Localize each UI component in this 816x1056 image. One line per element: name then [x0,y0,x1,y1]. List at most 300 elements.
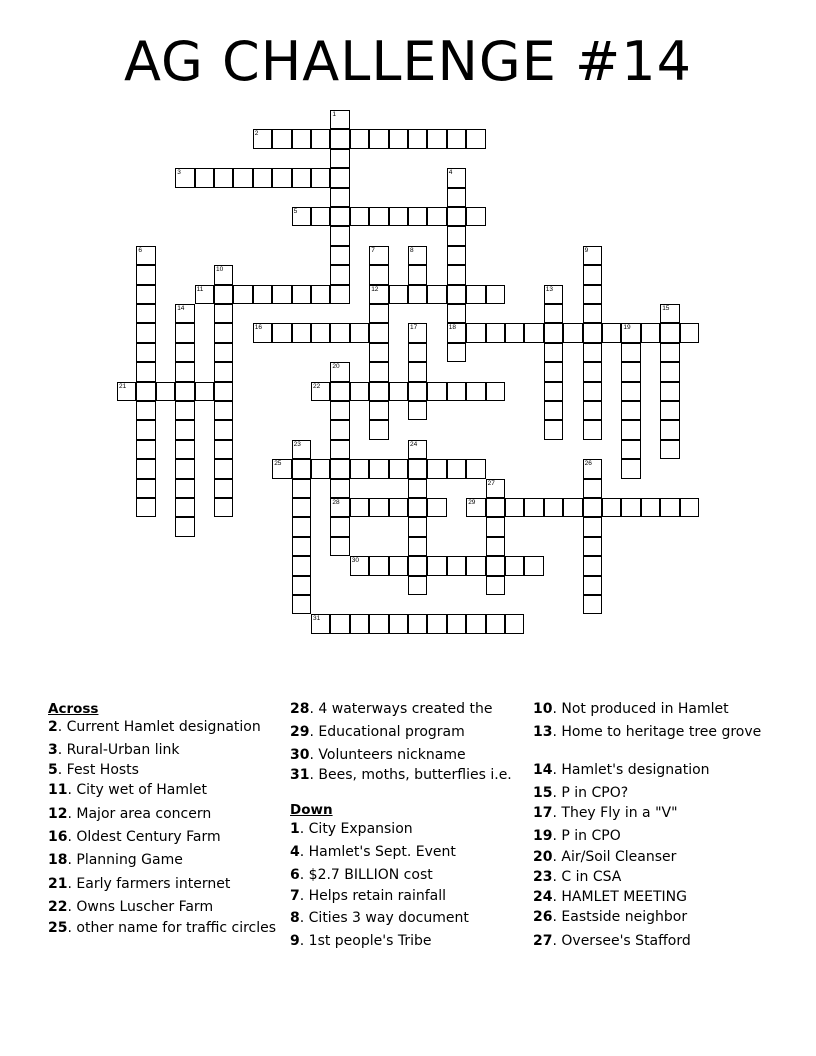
grid-cell[interactable] [505,614,524,633]
grid-cell[interactable] [117,382,136,401]
grid-cell[interactable] [369,304,388,323]
clue-number: 20 [332,363,340,371]
grid-cell[interactable] [408,537,427,556]
grid-cell[interactable] [466,556,485,575]
grid-cell[interactable] [175,440,194,459]
clue-text: They Fly in a "V" [561,805,678,821]
grid-cell[interactable] [408,614,427,633]
grid-cell[interactable] [583,362,602,381]
grid-cell[interactable] [389,129,408,148]
grid-cell[interactable] [660,343,679,362]
clue-text: City wet of Hamlet [76,782,207,798]
grid-cell[interactable] [602,323,621,342]
clue-number: 26 [584,460,592,468]
clue-text: Not produced in Hamlet [561,701,729,717]
grid-cell[interactable] [544,382,563,401]
grid-cell[interactable] [214,498,233,517]
grid-cell[interactable] [136,420,155,439]
grid-cell[interactable] [330,110,349,129]
grid-cell[interactable] [330,479,349,498]
grid-cell[interactable] [311,323,330,342]
grid-cell[interactable] [583,285,602,304]
grid-cell[interactable] [330,459,349,478]
grid-cell[interactable] [136,382,155,401]
clue-down-8: 8. Cities 3 way document [290,910,469,926]
clue-text: Volunteers nickname [318,747,466,763]
grid-cell[interactable] [369,420,388,439]
clue-text: Oversee's Stafford [561,933,691,949]
grid-cell[interactable] [447,246,466,265]
grid-cell[interactable] [330,517,349,536]
grid-cell[interactable] [680,498,699,517]
grid-cell[interactable] [214,479,233,498]
grid-cell[interactable] [272,459,291,478]
grid-cell[interactable] [330,614,349,633]
grid-cell[interactable] [369,382,388,401]
grid-cell[interactable] [583,576,602,595]
grid-cell[interactable] [292,168,311,187]
grid-cell[interactable] [544,323,563,342]
grid-cell[interactable] [330,246,349,265]
grid-cell[interactable] [369,265,388,284]
grid-cell[interactable] [408,129,427,148]
grid-cell[interactable] [641,498,660,517]
grid-cell[interactable] [408,382,427,401]
grid-cell[interactable] [350,459,369,478]
clue-text: Rural-Urban link [66,742,180,758]
grid-cell[interactable] [544,401,563,420]
clue-down-20: 20. Air/Soil Cleanser [533,849,677,865]
grid-cell[interactable] [486,479,505,498]
grid-cell[interactable] [292,556,311,575]
grid-cell[interactable] [505,556,524,575]
grid-cell[interactable] [583,382,602,401]
grid-cell[interactable] [447,188,466,207]
grid-cell[interactable] [330,537,349,556]
grid-cell[interactable] [447,265,466,284]
grid-cell[interactable] [583,459,602,478]
grid-cell[interactable] [136,440,155,459]
grid-cell[interactable] [621,382,640,401]
grid-cell[interactable] [544,498,563,517]
grid-cell[interactable] [389,614,408,633]
clue-number: 31 [313,615,321,623]
grid-cell[interactable] [563,323,582,342]
grid-cell[interactable] [389,459,408,478]
grid-cell[interactable] [292,323,311,342]
clue-number: 3 [48,742,58,758]
clue-number: 4 [290,844,300,860]
grid-cell[interactable] [330,362,349,381]
grid-cell[interactable] [583,556,602,575]
grid-cell[interactable] [408,479,427,498]
grid-cell[interactable] [408,440,427,459]
grid-cell[interactable] [292,285,311,304]
grid-cell[interactable] [330,265,349,284]
grid-cell[interactable] [253,323,272,342]
grid-cell[interactable] [214,304,233,323]
grid-cell[interactable] [408,362,427,381]
grid-cell[interactable] [408,207,427,226]
grid-cell[interactable] [214,401,233,420]
grid-cell[interactable] [369,362,388,381]
grid-cell[interactable] [175,420,194,439]
grid-cell[interactable] [447,459,466,478]
grid-cell[interactable] [214,323,233,342]
grid-cell[interactable] [427,459,446,478]
grid-cell[interactable] [136,479,155,498]
grid-cell[interactable] [136,285,155,304]
grid-cell[interactable] [175,401,194,420]
grid-cell[interactable] [544,285,563,304]
grid-cell[interactable] [195,168,214,187]
grid-cell[interactable] [350,129,369,148]
grid-cell[interactable] [330,188,349,207]
grid-cell[interactable] [330,285,349,304]
grid-cell[interactable] [311,129,330,148]
grid-cell[interactable] [641,323,660,342]
grid-cell[interactable] [136,401,155,420]
grid-cell[interactable] [408,323,427,342]
grid-cell[interactable] [427,556,446,575]
clue-number: 21 [48,876,68,892]
grid-cell[interactable] [447,168,466,187]
grid-cell[interactable] [311,614,330,633]
grid-cell[interactable] [447,304,466,323]
grid-cell[interactable] [583,304,602,323]
grid-cell[interactable] [621,362,640,381]
grid-cell[interactable] [427,498,446,517]
clue-number: 30 [290,747,310,763]
grid-cell[interactable] [214,285,233,304]
grid-cell[interactable] [175,362,194,381]
clue-number: 20 [533,849,553,865]
grid-cell[interactable] [292,498,311,517]
grid-cell[interactable] [486,614,505,633]
clue-number: 10 [533,701,553,717]
grid-cell[interactable] [330,440,349,459]
grid-cell[interactable] [486,285,505,304]
grid-cell[interactable] [427,614,446,633]
grid-cell[interactable] [136,265,155,284]
grid-cell[interactable] [544,343,563,362]
grid-cell[interactable] [136,343,155,362]
grid-cell[interactable] [660,420,679,439]
grid-cell[interactable] [369,129,388,148]
grid-cell[interactable] [214,420,233,439]
grid-cell[interactable] [408,517,427,536]
grid-cell[interactable] [602,498,621,517]
grid-cell[interactable] [486,556,505,575]
grid-cell[interactable] [214,440,233,459]
clue-down-15: 15. P in CPO? [533,785,629,801]
grid-cell[interactable] [660,498,679,517]
grid-cell[interactable] [369,498,388,517]
clue-down-7: 7. Helps retain rainfall [290,888,447,904]
grid-cell[interactable] [544,362,563,381]
grid-cell[interactable] [214,362,233,381]
grid-cell[interactable] [330,401,349,420]
clue-number: 10 [216,266,224,274]
grid-cell[interactable] [486,382,505,401]
grid-cell[interactable] [175,168,194,187]
grid-cell[interactable] [214,265,233,284]
grid-cell[interactable] [486,576,505,595]
grid-cell[interactable] [466,323,485,342]
clue-number: 13 [533,724,553,740]
clue-number: 9 [584,246,589,254]
grid-cell[interactable] [214,343,233,362]
grid-cell[interactable] [447,614,466,633]
grid-cell[interactable] [583,537,602,556]
grid-cell[interactable] [175,323,194,342]
grid-cell[interactable] [330,498,349,517]
grid-cell[interactable] [486,323,505,342]
grid-cell[interactable] [195,382,214,401]
grid-cell[interactable] [408,401,427,420]
grid-cell[interactable] [505,323,524,342]
clue-text: $2.7 BILLION cost [308,867,433,883]
clue-down-19: 19. P in CPO [533,828,621,844]
grid-cell[interactable] [427,129,446,148]
grid-cell[interactable] [466,614,485,633]
grid-cell[interactable] [544,420,563,439]
grid-cell[interactable] [389,498,408,517]
grid-cell[interactable] [486,498,505,517]
clue-across-16: 16. Oldest Century Farm [48,829,221,845]
grid-cell[interactable] [369,323,388,342]
grid-cell[interactable] [233,285,252,304]
clue-number: 17 [533,805,553,821]
grid-cell[interactable] [427,382,446,401]
clue-across-22: 22. Owns Luscher Farm [48,899,214,915]
grid-cell[interactable] [292,459,311,478]
grid-cell[interactable] [330,226,349,245]
grid-cell[interactable] [427,285,446,304]
grid-cell[interactable] [660,304,679,323]
grid-cell[interactable] [350,323,369,342]
grid-cell[interactable] [292,537,311,556]
grid-cell[interactable] [330,129,349,148]
grid-cell[interactable] [214,382,233,401]
grid-cell[interactable] [350,498,369,517]
grid-cell[interactable] [660,362,679,381]
grid-cell[interactable] [311,285,330,304]
grid-cell[interactable] [660,323,679,342]
grid-cell[interactable] [408,246,427,265]
grid-cell[interactable] [466,382,485,401]
grid-cell[interactable] [311,459,330,478]
clue-number: 27 [533,933,553,949]
grid-cell[interactable] [447,207,466,226]
grid-cell[interactable] [408,343,427,362]
grid-cell[interactable] [583,498,602,517]
clue-across-30: 30. Volunteers nickname [290,747,466,763]
clue-number: 5 [293,208,298,215]
grid-cell[interactable] [389,556,408,575]
grid-cell[interactable] [660,382,679,401]
grid-cell[interactable] [447,343,466,362]
grid-cell[interactable] [253,129,272,148]
grid-cell[interactable] [524,323,543,342]
grid-cell[interactable] [621,498,640,517]
grid-cell[interactable] [292,517,311,536]
grid-cell[interactable] [311,382,330,401]
grid-cell[interactable] [136,362,155,381]
clue-down-6: 6. $2.7 BILLION cost [290,867,433,883]
grid-cell[interactable] [408,576,427,595]
grid-cell[interactable] [524,498,543,517]
clue-number: 21 [119,382,127,390]
grid-cell[interactable] [466,285,485,304]
grid-cell[interactable] [175,479,194,498]
grid-cell[interactable] [175,343,194,362]
clue-text: 4 waterways created the [318,701,493,717]
grid-cell[interactable] [583,517,602,536]
grid-cell[interactable] [253,168,272,187]
grid-cell[interactable] [369,556,388,575]
grid-cell[interactable] [369,343,388,362]
clue-number: 4 [448,169,453,177]
grid-cell[interactable] [369,285,388,304]
grid-cell[interactable] [621,420,640,439]
grid-cell[interactable] [253,285,272,304]
clue-text: HAMLET MEETING [561,889,687,905]
clue-number: 15 [533,785,553,801]
grid-cell[interactable] [486,537,505,556]
grid-cell[interactable] [136,246,155,265]
grid-cell[interactable] [330,420,349,439]
grid-cell[interactable] [369,401,388,420]
grid-cell[interactable] [330,168,349,187]
grid-cell[interactable] [427,207,446,226]
grid-cell[interactable] [272,323,291,342]
grid-cell[interactable] [447,285,466,304]
grid-cell[interactable] [292,595,311,614]
grid-cell[interactable] [292,576,311,595]
grid-cell[interactable] [350,614,369,633]
grid-cell[interactable] [175,498,194,517]
grid-cell[interactable] [583,323,602,342]
grid-cell[interactable] [389,207,408,226]
grid-cell[interactable] [466,207,485,226]
grid-cell[interactable] [447,382,466,401]
grid-cell[interactable] [136,304,155,323]
clue-number: 7 [371,246,375,254]
grid-cell[interactable] [175,517,194,536]
grid-cell[interactable] [214,459,233,478]
grid-cell[interactable] [680,323,699,342]
grid-cell[interactable] [447,129,466,148]
grid-cell[interactable] [330,149,349,168]
grid-cell[interactable] [524,556,543,575]
grid-cell[interactable] [408,265,427,284]
grid-cell[interactable] [175,459,194,478]
grid-cell[interactable] [583,479,602,498]
grid-cell[interactable] [447,226,466,245]
grid-cell[interactable] [292,129,311,148]
grid-cell[interactable] [136,323,155,342]
grid-cell[interactable] [330,323,349,342]
grid-cell[interactable] [175,382,194,401]
clue-across-29: 29. Educational program [290,724,465,740]
grid-cell[interactable] [660,440,679,459]
grid-cell[interactable] [350,207,369,226]
grid-cell[interactable] [621,323,640,342]
grid-cell[interactable] [621,459,640,478]
grid-cell[interactable] [621,401,640,420]
grid-cell[interactable] [583,595,602,614]
grid-cell[interactable] [505,498,524,517]
grid-cell[interactable] [330,207,349,226]
clue-down-9: 9. 1st people's Tribe [290,933,432,949]
clue-number: 25 [274,460,282,468]
grid-cell[interactable] [466,129,485,148]
clue-number: 2 [48,719,58,735]
clue-text: Oldest Century Farm [76,829,221,845]
grid-cell[interactable] [350,382,369,401]
grid-cell[interactable] [136,459,155,478]
grid-cell[interactable] [292,440,311,459]
grid-cell[interactable] [408,459,427,478]
grid-cell[interactable] [583,265,602,284]
grid-cell[interactable] [195,285,214,304]
grid-cell[interactable] [350,556,369,575]
grid-cell[interactable] [621,440,640,459]
grid-cell[interactable] [272,285,291,304]
grid-cell[interactable] [544,304,563,323]
grid-cell[interactable] [583,420,602,439]
grid-cell[interactable] [389,382,408,401]
grid-cell[interactable] [369,614,388,633]
grid-cell[interactable] [272,168,291,187]
grid-cell[interactable] [272,129,291,148]
grid-cell[interactable] [233,168,252,187]
grid-cell[interactable] [292,207,311,226]
down-heading: Down [290,802,333,818]
grid-cell[interactable] [408,285,427,304]
grid-cell[interactable] [583,343,602,362]
grid-cell[interactable] [311,207,330,226]
grid-cell[interactable] [447,323,466,342]
grid-cell[interactable] [369,459,388,478]
clue-down-17: 17. They Fly in a "V" [533,805,678,821]
clue-across-11: 11. City wet of Hamlet [48,782,207,798]
grid-cell[interactable] [330,382,349,401]
grid-cell[interactable] [563,498,582,517]
grid-cell[interactable] [175,304,194,323]
grid-cell[interactable] [466,498,485,517]
grid-cell[interactable] [369,246,388,265]
grid-cell[interactable] [136,498,155,517]
grid-cell[interactable] [583,246,602,265]
grid-cell[interactable] [156,382,175,401]
grid-cell[interactable] [447,556,466,575]
grid-cell[interactable] [369,207,388,226]
grid-cell[interactable] [408,498,427,517]
grid-cell[interactable] [660,401,679,420]
grid-cell[interactable] [292,479,311,498]
grid-cell[interactable] [621,343,640,362]
grid-cell[interactable] [311,168,330,187]
clue-number: 18 [48,852,68,868]
grid-cell[interactable] [214,168,233,187]
grid-cell[interactable] [389,285,408,304]
grid-cell[interactable] [486,517,505,536]
grid-cell[interactable] [408,556,427,575]
grid-cell[interactable] [466,459,485,478]
grid-cell[interactable] [583,401,602,420]
